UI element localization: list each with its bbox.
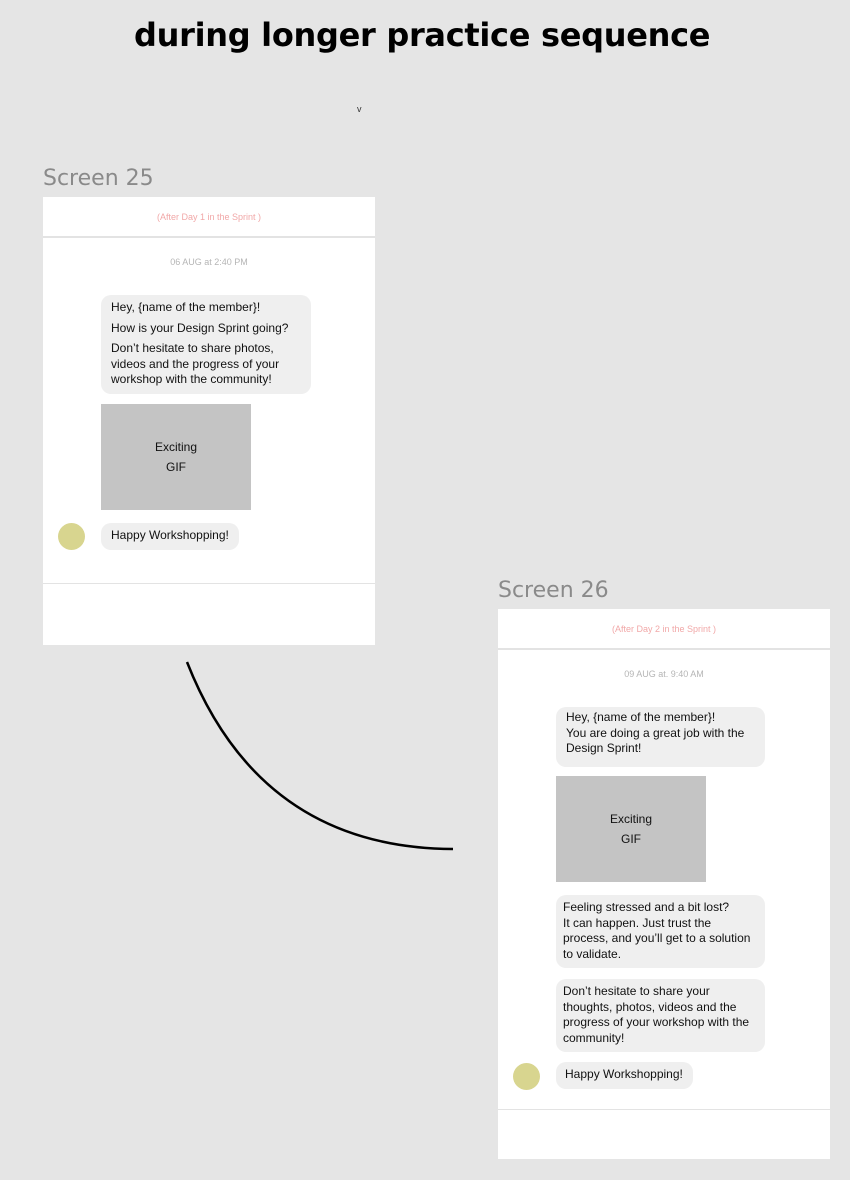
gif-label: Exciting — [609, 812, 653, 826]
message-line: How is your Design Sprint going? — [111, 320, 289, 335]
screen-25-input-divider — [43, 583, 375, 584]
message-line: Hey, {name of the member}! — [111, 300, 261, 314]
screen-25-header: (After Day 1 in the Sprint ) — [43, 197, 375, 238]
caret-down-icon: v — [357, 104, 362, 114]
page-title: during longer practice sequence — [134, 16, 711, 54]
bot-avatar — [58, 523, 85, 550]
screen-26-timestamp: 09 AUG at. 9:40 AM — [624, 669, 704, 679]
screen-25-timestamp: 06 AUG at 2:40 PM — [170, 257, 248, 267]
screen-26-message-bubble-3: Don’t hesitate to share your thoughts, photos, videos and the progress of your workshop with the community! — [556, 979, 765, 1052]
screen-26-message-bubble-2: Feeling stressed and a bit lost? It can happen. Just trust the process, and you’ll get to a solution to validate. — [556, 895, 765, 968]
screen-26-gif-placeholder — [556, 776, 706, 882]
screen-26-header: (After Day 2 in the Sprint ) — [498, 609, 830, 650]
screen-26-label: Screen 26 — [498, 578, 609, 603]
screen-25-final-bubble: Happy Workshopping! — [101, 523, 239, 550]
screen-25-gif-placeholder — [101, 404, 251, 510]
gif-label: GIF — [166, 460, 186, 474]
screen-25-frame — [43, 197, 375, 645]
screen-26-frame — [498, 609, 830, 1159]
screen-26-input-divider — [498, 1109, 830, 1110]
screen-25-label: Screen 25 — [43, 166, 154, 191]
gif-label: GIF — [621, 832, 641, 846]
screen-26-message-bubble-1: Hey, {name of the member}! You are doing a great job with the Design Sprint! — [556, 707, 765, 767]
gif-label: Exciting — [154, 440, 198, 454]
bot-avatar — [513, 1063, 540, 1090]
screen-25-message-bubble — [101, 295, 311, 394]
message-line: Don’t hesitate to share photos, videos and the progress of your workshop with the community! — [111, 341, 280, 386]
screen-26-final-bubble: Happy Workshopping! — [556, 1062, 693, 1089]
